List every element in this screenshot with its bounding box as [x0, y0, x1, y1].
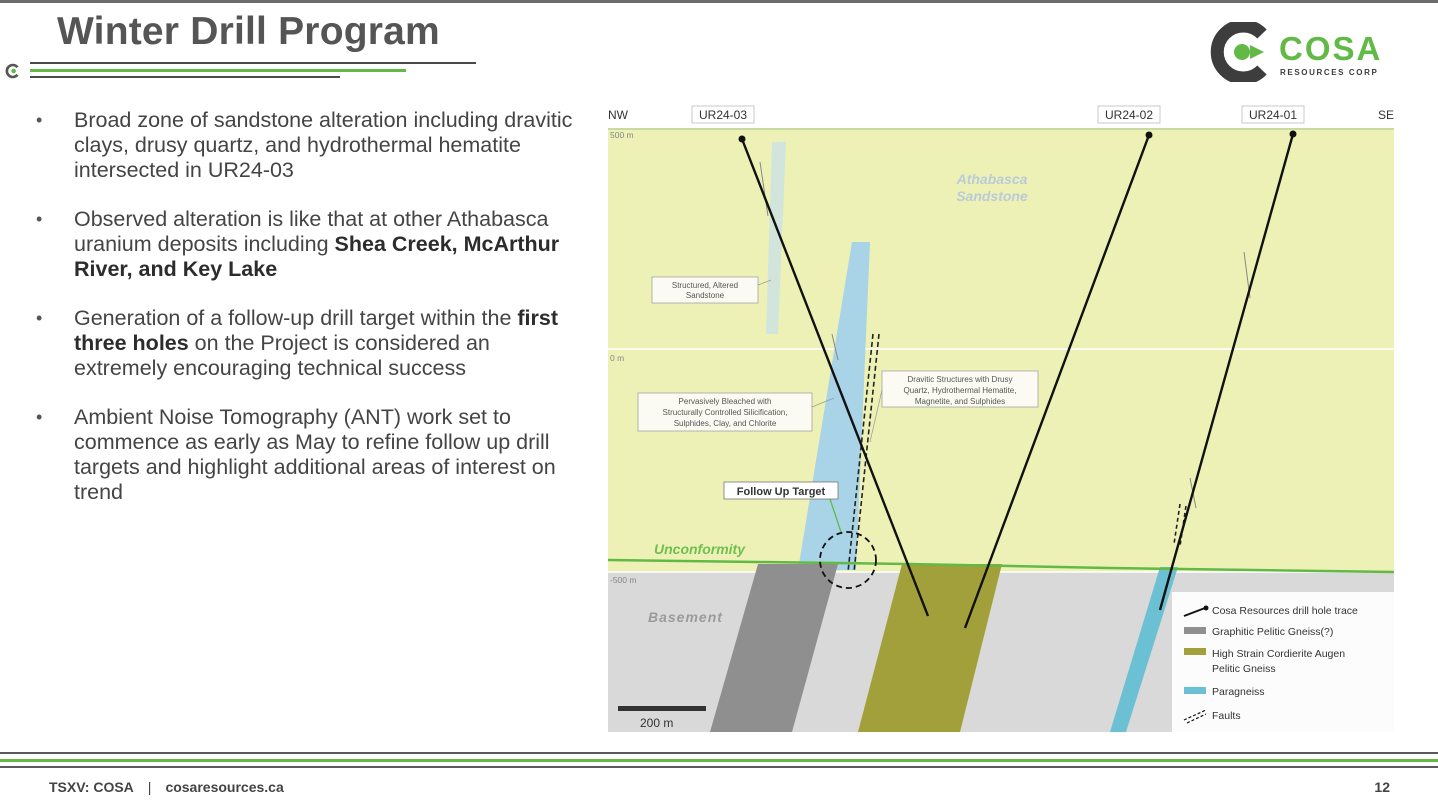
bullet-item: • Observed alteration is like that at other Athabasca uranium deposits including Shea Creek, McArthur River, and Key Lake	[36, 207, 576, 282]
footer-rule	[0, 752, 1438, 754]
callout-structured: Structured, Altered	[671, 281, 739, 290]
hole-label-ur24-01: UR24-01	[1248, 108, 1298, 122]
callout-dravitic: Quartz, Hydrothermal Hematite,	[903, 386, 1017, 395]
logo-subtitle: RESOURCES CORP	[1280, 68, 1379, 77]
collar-marker	[1290, 131, 1297, 138]
footer-separator: |	[147, 779, 152, 795]
slide-title: Winter Drill Program	[57, 10, 440, 53]
athabasca-label: Athabasca	[956, 171, 1028, 187]
cross-section-figure	[608, 102, 1394, 732]
footer-website: cosaresources.ca	[165, 779, 284, 795]
legend	[1172, 592, 1394, 732]
legend-item: Faults	[1212, 710, 1241, 722]
scale-label: 200 m	[640, 716, 674, 730]
bullet-item: • Ambient Noise Tomography (ANT) work set to commence as early as May to refine follow up drill targets and highlight additional areas of interest on trend	[36, 405, 576, 505]
legend-item: Pelitic Gneiss	[1212, 663, 1276, 675]
callout-structured: Sandstone	[685, 291, 725, 300]
footer-accent-rule	[0, 759, 1438, 762]
follow-up-label: Follow Up Target	[736, 486, 826, 498]
callout-bleached: Structurally Controlled Silicification,	[662, 408, 788, 417]
legend-item: Graphitic Pelitic Gneiss(?)	[1212, 626, 1334, 638]
title-rule-lower	[30, 76, 340, 78]
elevation-label: -500 m	[610, 575, 637, 585]
small-logo-icon	[5, 63, 21, 79]
hole-label-ur24-02: UR24-02	[1104, 108, 1154, 122]
callout-dravitic: Magnetite, and Sulphides	[914, 397, 1006, 406]
footer-info	[49, 779, 284, 795]
basement-label: Basement	[648, 609, 723, 625]
bullet-list	[36, 108, 576, 529]
se-label: SE	[1377, 108, 1394, 122]
collar-marker	[1146, 132, 1153, 139]
logo-wordmark: COSA	[1279, 30, 1383, 67]
callout-dravitic: Dravitic Structures with Drusy	[907, 375, 1013, 384]
title-rule	[30, 62, 476, 64]
legend-item: Paragneiss	[1212, 686, 1265, 698]
nw-label: NW	[608, 108, 628, 122]
footer-ticker: TSXV: COSA	[49, 779, 134, 795]
elevation-label: 500 m	[610, 130, 634, 140]
legend-item: Cosa Resources drill hole trace	[1212, 605, 1358, 617]
bullet-item: • Generation of a follow-up drill target within the first three holes on the Project is considered an extremely encouraging technical success	[36, 306, 576, 381]
bullet-item: • Broad zone of sandstone alteration including dravitic clays, drusy quartz, and hydrothermal hematite intersected in UR24-03	[36, 108, 576, 183]
callout-bleached: Sulphides, Clay, and Chlorite	[673, 419, 777, 428]
legend-graphitic-swatch	[1184, 627, 1206, 634]
collar-marker	[739, 136, 746, 143]
footer-rule	[0, 766, 1438, 768]
callout-bleached: Pervasively Bleached with	[678, 397, 772, 406]
legend-cordierite-swatch	[1184, 648, 1206, 655]
legend-item: High Strain Cordierite Augen	[1212, 648, 1346, 660]
hole-label-ur24-03: UR24-03	[698, 108, 748, 122]
title-accent-rule	[30, 69, 406, 72]
athabasca-label: Sandstone	[956, 188, 1028, 204]
page-number: 12	[1374, 779, 1390, 795]
top-strip	[0, 0, 1438, 3]
scale-bar	[618, 706, 706, 711]
legend-drill-swatch-dot	[1204, 606, 1209, 611]
legend-paragneiss-swatch	[1184, 687, 1206, 694]
elevation-label: 0 m	[610, 353, 625, 363]
unconformity-label: Unconformity	[654, 541, 745, 557]
